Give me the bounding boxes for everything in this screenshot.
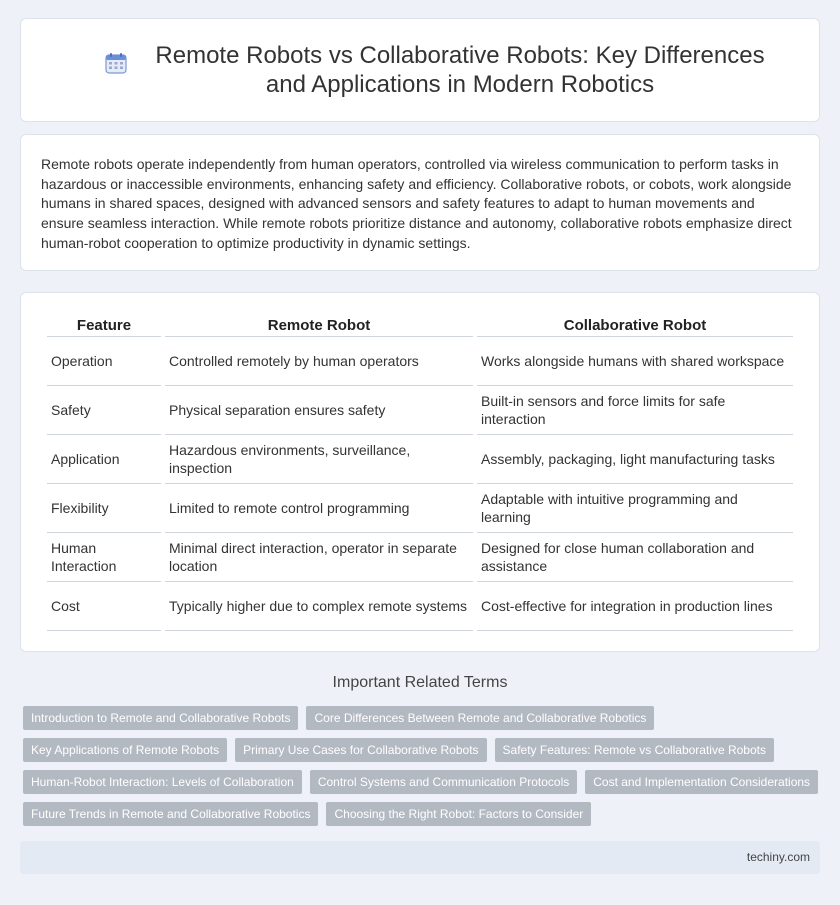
feature-cell: Operation (47, 337, 161, 386)
intro-paragraph: Remote robots operate independently from human operators, controlled via wireless communication to perform tasks in hazardous or inaccessible environments, enhancing safety and efficiency. Collaborative robots, or cobots, work alongside humans in shared spaces, designed with advanced sensors and safety features to adapt to human movements and ensure seamless interaction. While remote robots prioritize distance and autonomy, collaborative robots emphasize direct human-robot cooperation to optimize productivity in dynamic settings. (41, 156, 792, 251)
table-header-row (47, 313, 793, 337)
collaborative-cell: Built-in sensors and force limits for safe interaction (477, 386, 793, 435)
page-title: Remote Robots vs Collaborative Robots: Key Differences and Applications in Modern Robotics (155, 42, 765, 98)
collaborative-cell: Adaptable with intuitive programming and learning (477, 484, 793, 533)
collaborative-cell: Cost-effective for integration in production lines (477, 582, 793, 631)
remote-cell: Controlled remotely by human operators (165, 337, 473, 386)
related-terms-list (23, 706, 823, 834)
intro-card (20, 134, 820, 271)
footer (20, 841, 820, 874)
site-name[interactable]: techiny.com (746, 850, 810, 864)
table-row (47, 435, 793, 484)
feature-cell: Human Interaction (47, 533, 161, 582)
related-terms-heading: Important Related Terms (332, 674, 508, 691)
remote-cell: Limited to remote control programming (165, 484, 473, 533)
related-term-tag[interactable]: Core Differences Between Remote and Collaborative Robotics (306, 706, 654, 730)
remote-cell: Hazardous environments, surveillance, inspection (165, 435, 473, 484)
header-collaborative-robot: Collaborative Robot (477, 313, 793, 337)
header-feature: Feature (47, 313, 161, 337)
remote-cell: Physical separation ensures safety (165, 386, 473, 435)
collaborative-cell: Assembly, packaging, light manufacturing tasks (477, 435, 793, 484)
table-row (47, 386, 793, 435)
related-term-tag[interactable]: Control Systems and Communication Protocols (310, 770, 577, 794)
collaborative-cell: Works alongside humans with shared workspace (477, 337, 793, 386)
table-row (47, 484, 793, 533)
remote-cell: Minimal direct interaction, operator in separate location (165, 533, 473, 582)
collaborative-cell: Designed for close human collaboration and assistance (477, 533, 793, 582)
related-term-tag[interactable]: Key Applications of Remote Robots (23, 738, 227, 762)
related-term-tag[interactable]: Primary Use Cases for Collaborative Robots (235, 738, 486, 762)
related-term-tag[interactable]: Human-Robot Interaction: Levels of Collaboration (23, 770, 302, 794)
related-term-tag[interactable]: Cost and Implementation Considerations (585, 770, 818, 794)
related-term-tag[interactable]: Choosing the Right Robot: Factors to Consider (326, 802, 591, 826)
calendar-icon (104, 51, 128, 75)
feature-cell: Flexibility (47, 484, 161, 533)
table-row (47, 533, 793, 582)
feature-cell: Safety (47, 386, 161, 435)
table-row (47, 582, 793, 631)
title-card (20, 18, 820, 122)
remote-cell: Typically higher due to complex remote systems (165, 582, 473, 631)
feature-cell: Cost (47, 582, 161, 631)
comparison-card (20, 292, 820, 652)
table-row (47, 337, 793, 386)
feature-cell: Application (47, 435, 161, 484)
comparison-table (43, 313, 797, 631)
related-term-tag[interactable]: Introduction to Remote and Collaborative Robots (23, 706, 298, 730)
header-remote-robot: Remote Robot (165, 313, 473, 337)
related-term-tag[interactable]: Future Trends in Remote and Collaborative Robotics (23, 802, 318, 826)
related-term-tag[interactable]: Safety Features: Remote vs Collaborative Robots (495, 738, 774, 762)
